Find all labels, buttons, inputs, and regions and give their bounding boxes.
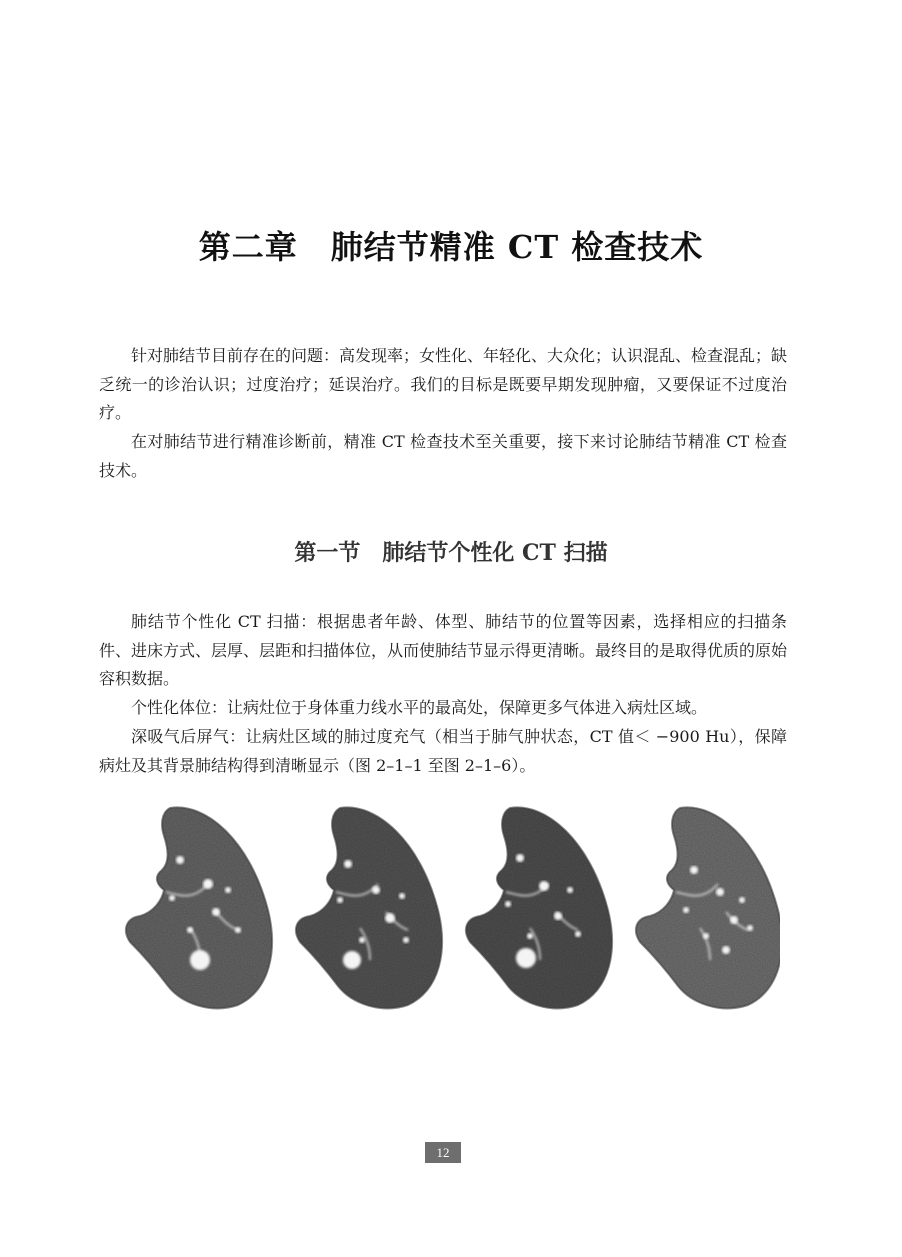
nodule-spot — [516, 948, 536, 968]
ct-lung-image-4 — [636, 807, 780, 1008]
vessel-spot — [516, 854, 524, 862]
nodule-spot — [343, 951, 361, 969]
ct-lung-image-1 — [126, 807, 272, 1008]
lung-shape — [126, 807, 272, 1008]
vessel-spot — [722, 946, 730, 954]
vessel-spot — [372, 886, 380, 894]
vessel-spot — [575, 931, 581, 937]
vessel-spot — [690, 866, 698, 874]
vessel-spot — [385, 913, 395, 923]
vessel-spot — [169, 895, 175, 901]
vessel-spot — [203, 879, 213, 889]
ct-lung-image-3 — [466, 807, 612, 1008]
ct-figure-row — [120, 800, 780, 1020]
section-paragraph-1: 肺结节个性化 CT 扫描：根据患者年龄、体型、肺结节的位置等因素，选择相应的扫描条件、进床方式、层厚、层距和扫描体位，从而使肺结节显示得更清晰。最终目的是取得优质的原始容积数据。 — [99, 612, 788, 688]
nodule-spot — [190, 950, 210, 970]
vessel-spot — [399, 893, 405, 899]
vessel-spot — [344, 860, 352, 868]
vessel-spot — [730, 916, 738, 924]
vessel-spot — [747, 925, 753, 931]
vessel-spot — [703, 933, 709, 939]
vessel-spot — [527, 933, 533, 939]
section-title: 第一节 肺结节个性化 CT 扫描 — [294, 540, 608, 566]
chapter-title: 第二章 肺结节精准 CT 检查技术 — [198, 228, 704, 266]
vessel-spot — [716, 888, 724, 896]
vessel-spot — [739, 897, 745, 903]
intro-paragraph-1: 针对肺结节目前存在的问题：高发现率；女性化、年轻化、大众化；认识混乱、检查混乱；缺乏统一的诊治认识；过度治疗；延误治疗。我们的目标是既要早期发现肿瘤，又要保证不过度治疗。 — [99, 346, 788, 422]
vessel-spot — [539, 881, 549, 891]
vessel-spot — [225, 887, 231, 893]
vessel-spot — [212, 908, 220, 916]
ct-figure-svg — [120, 800, 780, 1020]
vessel-spot — [187, 927, 193, 933]
vessel-spot — [337, 897, 343, 903]
intro-paragraph-2: 在对肺结节进行精准诊断前，精准 CT 检查技术至关重要，接下来讨论肺结节精准 CT 检查技术。 — [99, 432, 787, 480]
vessel-spot — [359, 937, 365, 943]
lung-shape — [466, 807, 612, 1008]
vessel-spot — [505, 901, 511, 907]
ct-lung-image-2 — [296, 807, 442, 1008]
vessel-spot — [567, 887, 573, 893]
section-paragraph-2: 个性化体位：让病灶位于身体重力线水平的最高处，保障更多气体进入病灶区域。 — [131, 698, 708, 717]
vessel-spot — [235, 927, 241, 933]
vessel-spot — [176, 856, 184, 864]
lung-shape — [636, 807, 780, 1008]
lung-shape — [296, 807, 442, 1008]
vessel-spot — [403, 937, 409, 943]
section-paragraph-3: 深吸气后屏气：让病灶区域的肺过度充气（相当于肺气肿状态，CT 值＜ −900 Hu），保障病灶及其背景肺结构得到清晰显示（图 2–1–1 至图 2–1–6）。 — [99, 727, 787, 775]
vessel-spot — [683, 907, 689, 913]
vessel-spot — [554, 912, 562, 920]
page-number: 12 — [425, 1142, 461, 1163]
